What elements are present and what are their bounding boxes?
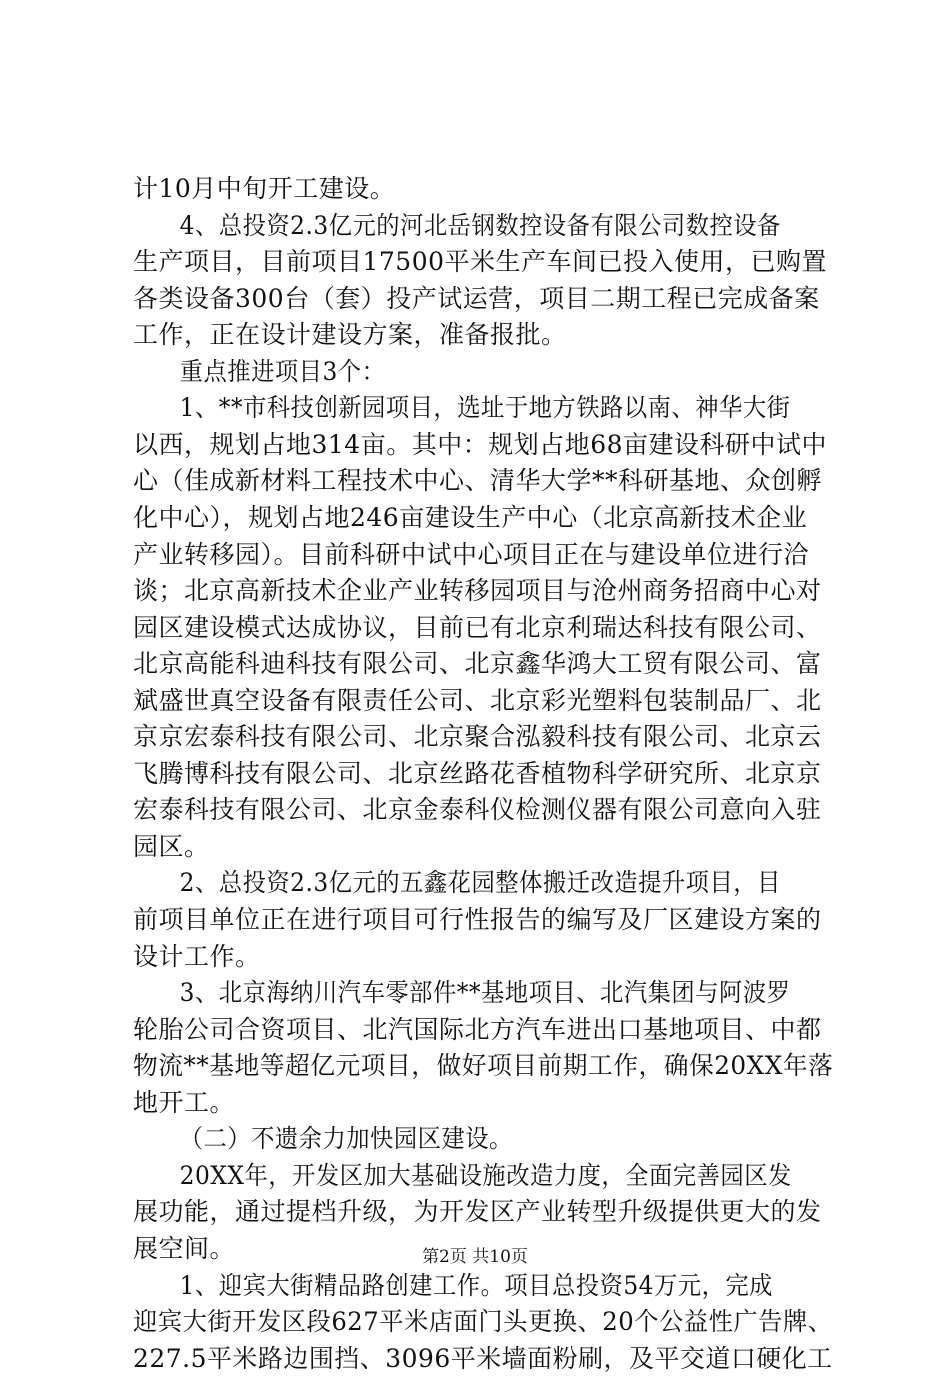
text-line: 1、迎宾大街精品路创建工作。项目总投资54万元，完成 — [179, 1270, 773, 1300]
text-line: 宏泰科技有限公司、北京金泰科仪检测仪器有限公司意向入驻 — [133, 795, 822, 825]
text-line: 计10月中旬开工建设。 — [133, 174, 396, 203]
text-line: 前项目单位正在进行项目可行性报告的编写及厂区建设方案的 — [133, 905, 822, 934]
text-line: 斌盛世真空设备有限责任公司、北京彩光塑料包装制品厂、北 — [133, 685, 822, 715]
text-line: 20XX年，开发区加大基础设施改造力度，全面完善园区发 — [179, 1160, 792, 1190]
text-line: 227.5平米路边围挡、3096平米墙面粉刷，及平交道口硬化工 — [133, 1343, 833, 1373]
text-line: 物流**基地等超亿元项目，做好项目前期工作，确保20XX年落 — [133, 1051, 834, 1081]
text-line: 各类设备300台（套）投产试运营，项目二期工程已完成备案 — [133, 283, 820, 313]
text-line: （二）不遗余力加快园区建设。 — [179, 1124, 513, 1154]
text-line: 4、总投资2.3亿元的河北岳钢数控设备有限公司数控设备 — [179, 210, 781, 240]
text-line: 2、总投资2.3亿元的五鑫花园整体搬迁改造提升项目，目 — [179, 868, 781, 898]
text-line: 心（佳成新材料工程技术中心、清华大学**科研基地、众创孵 — [133, 466, 823, 496]
text-line: 园区。 — [133, 831, 210, 861]
text-line: 1、**市科技创新园项目，选址于地方铁路以南、神华大街 — [179, 393, 791, 423]
text-line: 重点推进项目3个： — [179, 356, 386, 386]
text-line: 北京高能科迪科技有限公司、北京鑫华鸿大工贸有限公司、富 — [133, 649, 822, 679]
page-footer: 第2页 共10页 — [422, 1247, 528, 1267]
text-line: 展功能，通过提档升级，为开发区产业转型升级提供更大的发 — [133, 1197, 822, 1227]
text-line: 设计工作。 — [133, 941, 261, 971]
text-line: 谈；北京高新技术企业产业转移园项目与沧州商务招商中心对 — [133, 576, 822, 606]
text-line: 园区建设模式达成协议，目前已有北京利瑞达科技有限公司、 — [133, 612, 822, 642]
text-line: 迎宾大街开发区段627平米店面门头更换、20个公益性广告牌、 — [133, 1307, 833, 1337]
text-line: 化中心），规划占地246亩建设生产中心（北京高新技术企业 — [133, 502, 808, 532]
text-line: 产业转移园）。目前科研中试中心项目正在与建设单位进行洽 — [133, 539, 810, 569]
text-line: 3、北京海纳川汽车零部件**基地项目、北汽集团与阿波罗 — [179, 978, 791, 1008]
text-line: 生产项目，目前项目17500平米生产车间已投入使用，已购置 — [133, 247, 828, 277]
text-line: 展空间。 — [133, 1233, 236, 1263]
text-line: 京京宏泰科技有限公司、北京聚合泓毅科技有限公司、北京云 — [133, 722, 822, 752]
text-line: 工作，正在设计建设方案，准备报批。 — [133, 320, 567, 350]
text-line: 以西，规划占地314亩。其中：规划占地68亩建设科研中试中 — [133, 429, 828, 459]
text-line: 地开工。 — [133, 1087, 236, 1117]
text-line: 飞腾博科技有限公司、北京丝路花香植物科学研究所、北京京 — [133, 758, 822, 788]
text-line: 轮胎公司合资项目、北汽国际北方汽车进出口基地项目、中都 — [133, 1014, 822, 1044]
